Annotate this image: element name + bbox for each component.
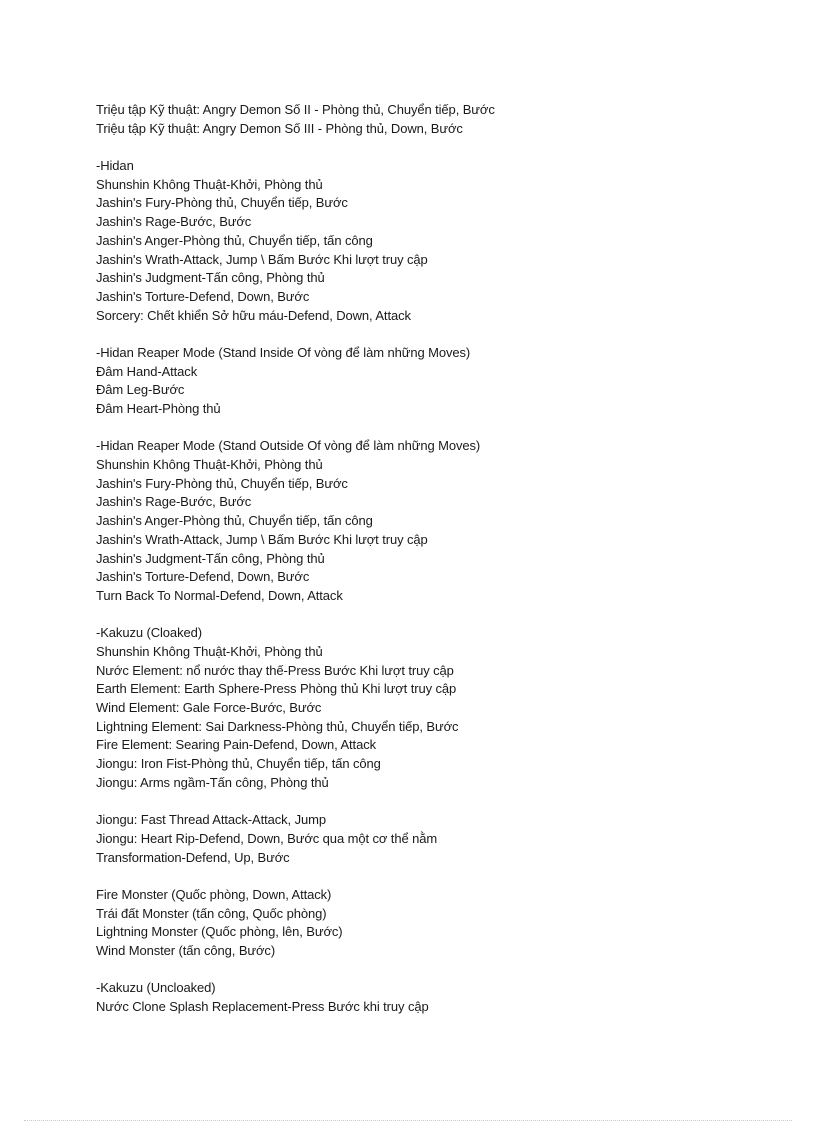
document-body bbox=[96, 101, 776, 1017]
text-line: Lightning Element: Sai Darkness-Phòng thủ, Chuyển tiếp, Bước bbox=[96, 718, 459, 734]
page-bottom-divider bbox=[24, 1120, 792, 1121]
blank-line bbox=[96, 138, 776, 157]
text-line: Jashin's Fury-Phòng thủ, Chuyển tiếp, Bước bbox=[96, 475, 348, 491]
blank-line bbox=[96, 961, 776, 980]
section-heading: -Kakuzu (Cloaked) bbox=[96, 625, 202, 641]
text-line: Đâm Heart-Phòng thủ bbox=[96, 401, 221, 416]
text-line: Jashin's Rage-Bước, Bước bbox=[96, 214, 252, 230]
text-line: Nước Clone Splash Replacement-Press Bước khi truy cập bbox=[96, 999, 429, 1014]
text-line: Triệu tập Kỹ thuật: Angry Demon Số III - Phòng thủ, Down, Bước bbox=[96, 120, 463, 136]
text-line: Jashin's Rage-Bước, Bước bbox=[96, 494, 252, 510]
text-line: Shunshin Không Thuật-Khởi, Phòng thủ bbox=[96, 457, 323, 473]
text-line: Jiongu: Iron Fist-Phòng thủ, Chuyển tiếp, tấn công bbox=[96, 756, 381, 772]
text-line: Jashin's Wrath-Attack, Jump \ Bấm Bước Khi lượt truy cập bbox=[96, 531, 428, 547]
text-line: Fire Monster (Quốc phòng, Down, Attack) bbox=[96, 886, 332, 902]
text-line: Jashin's Wrath-Attack, Jump \ Bấm Bước Khi lượt truy cập bbox=[96, 251, 428, 267]
text-line: Jashin's Judgment-Tấn công, Phòng thủ bbox=[96, 270, 325, 286]
text-line: Transformation-Defend, Up, Bước bbox=[96, 849, 290, 865]
text-line: Lightning Monster (Quốc phòng, lên, Bước) bbox=[96, 924, 343, 940]
blank-line bbox=[96, 867, 776, 886]
text-line: Triệu tập Kỹ thuật: Angry Demon Số II - Phòng thủ, Chuyển tiếp, Bước bbox=[96, 102, 495, 117]
text-line: Sorcery: Chết khiển Sở hữu máu-Defend, Down, Attack bbox=[96, 307, 411, 323]
text-line: Jashin's Anger-Phòng thủ, Chuyển tiếp, tấn công bbox=[96, 232, 373, 248]
text-line: Jashin's Judgment-Tấn công, Phòng thủ bbox=[96, 550, 325, 566]
text-line: Đâm Leg-Bước bbox=[96, 382, 185, 398]
text-line: Jashin's Torture-Defend, Down, Bước bbox=[96, 569, 310, 585]
blank-line bbox=[96, 606, 776, 625]
section-heading: -Hidan bbox=[96, 158, 134, 174]
text-line: Fire Element: Searing Pain-Defend, Down, Attack bbox=[96, 737, 376, 753]
blank-line bbox=[96, 419, 776, 438]
text-line: Wind Monster (tấn công, Bước) bbox=[96, 942, 276, 958]
text-line: Jashin's Anger-Phòng thủ, Chuyển tiếp, tấn công bbox=[96, 513, 373, 529]
text-line: Jiongu: Heart Rip-Defend, Down, Bước qua một cơ thể nằm bbox=[96, 830, 438, 846]
text-line: Shunshin Không Thuật-Khởi, Phòng thủ bbox=[96, 176, 323, 192]
text-line: Đâm Hand-Attack bbox=[96, 363, 198, 379]
text-line: Shunshin Không Thuật-Khởi, Phòng thủ bbox=[96, 643, 323, 659]
blank-line bbox=[96, 792, 776, 811]
text-line: Wind Element: Gale Force-Bước, Bước bbox=[96, 700, 322, 715]
text-line: Nước Element: nổ nước thay thế-Press Bước Khi lượt truy cập bbox=[96, 662, 454, 678]
text-line: Jiongu: Fast Thread Attack-Attack, Jump bbox=[96, 812, 326, 828]
section-heading: -Hidan Reaper Mode (Stand Inside Of vòng để làm những Moves) bbox=[96, 344, 471, 360]
blank-line bbox=[96, 325, 776, 344]
text-line: Turn Back To Normal-Defend, Down, Attack bbox=[96, 587, 343, 603]
section-heading: -Hidan Reaper Mode (Stand Outside Of vòng để làm những Moves) bbox=[96, 438, 481, 454]
text-line: Earth Element: Earth Sphere-Press Phòng thủ Khi lượt truy cập bbox=[96, 681, 457, 697]
text-line: Jiongu: Arms ngầm-Tấn công, Phòng thủ bbox=[96, 774, 329, 790]
text-line: Trái đất Monster (tấn công, Quốc phòng) bbox=[96, 905, 327, 921]
text-line: Jashin's Torture-Defend, Down, Bước bbox=[96, 288, 310, 304]
section-heading: -Kakuzu (Uncloaked) bbox=[96, 980, 216, 996]
text-line: Jashin's Fury-Phòng thủ, Chuyển tiếp, Bước bbox=[96, 195, 348, 211]
